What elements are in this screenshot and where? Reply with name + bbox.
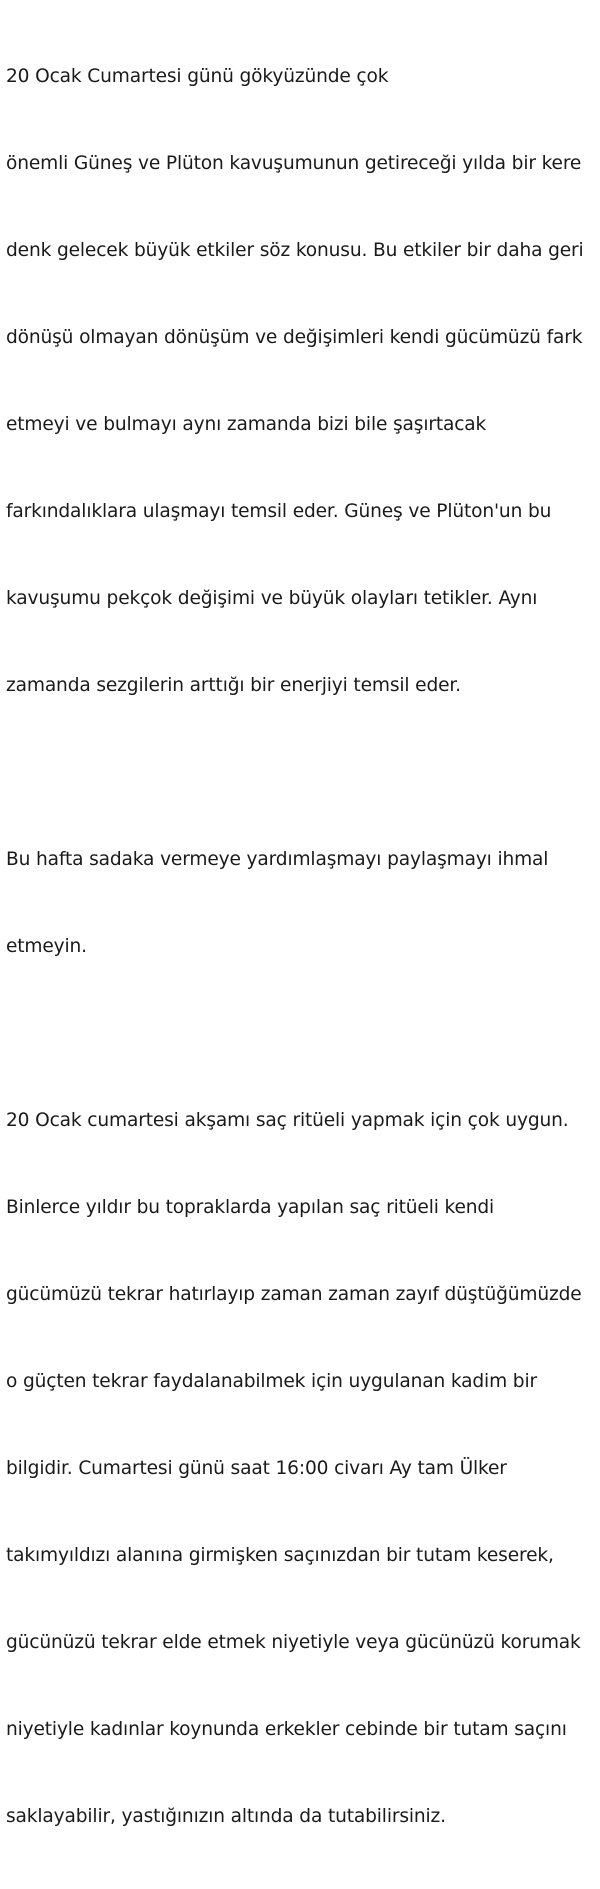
text-line: farkındalıklara ulaşmayı temsil eder. Güneş ve Plüton'un bu xyxy=(6,501,552,522)
text-line: 20 Ocak Cumartesi günü gökyüzünde çok xyxy=(6,66,389,87)
text-line: zamanda sezgilerin arttığı bir enerjiyi temsil eder. xyxy=(6,675,461,696)
text-line: etmeyin. xyxy=(6,936,87,957)
text-line: Binlerce yıldır bu topraklarda yapılan saç ritüeli kendi xyxy=(6,1197,495,1218)
text-line: denk gelecek büyük etkiler söz konusu. Bu etkiler bir daha geri xyxy=(6,240,584,261)
text-line: kavuşumu pekçok değişimi ve büyük olayları tetikler. Aynı xyxy=(6,588,538,609)
paragraph-hair-ritual xyxy=(6,1048,596,1889)
text-line: Bu hafta sadaka vermeye yardımlaşmayı paylaşmayı ihmal xyxy=(6,849,549,870)
text-line: gücümüzü tekrar hatırlayıp zaman zaman zayıf düştüğümüzde xyxy=(6,1284,582,1305)
text-line: dönüşü olmayan dönüşüm ve değişimleri kendi gücümüzü fark xyxy=(6,327,583,348)
paragraph-charity xyxy=(6,787,596,1019)
text-line: o güçten tekrar faydalanabilmek için uygulanan kadim bir xyxy=(6,1371,537,1392)
text-line: etmeyi ve bulmayı aynı zamanda bizi bile şaşırtacak xyxy=(6,414,487,435)
paragraph-sun-pluto xyxy=(6,4,596,758)
paragraph-gap xyxy=(6,758,596,787)
text-line: 20 Ocak cumartesi akşamı saç ritüeli yapmak için çok uygun. xyxy=(6,1110,569,1131)
text-line: takımyıldızı alanına girmişken saçınızdan bir tutam keserek, xyxy=(6,1545,554,1566)
paragraph-gap xyxy=(6,1019,596,1048)
text-line: bilgidir. Cumartesi günü saat 16:00 civarı Ay tam Ülker xyxy=(6,1458,507,1479)
text-line: saklayabilir, yastığınızın altında da tutabilirsiniz. xyxy=(6,1806,446,1827)
text-line: gücünüzü tekrar elde etmek niyetiyle veya gücünüzü korumak xyxy=(6,1632,581,1653)
text-line: önemli Güneş ve Plüton kavuşumunun getireceği yılda bir kere xyxy=(6,153,582,174)
text-line: niyetiyle kadınlar koynunda erkekler cebinde bir tutam saçını xyxy=(6,1719,567,1740)
